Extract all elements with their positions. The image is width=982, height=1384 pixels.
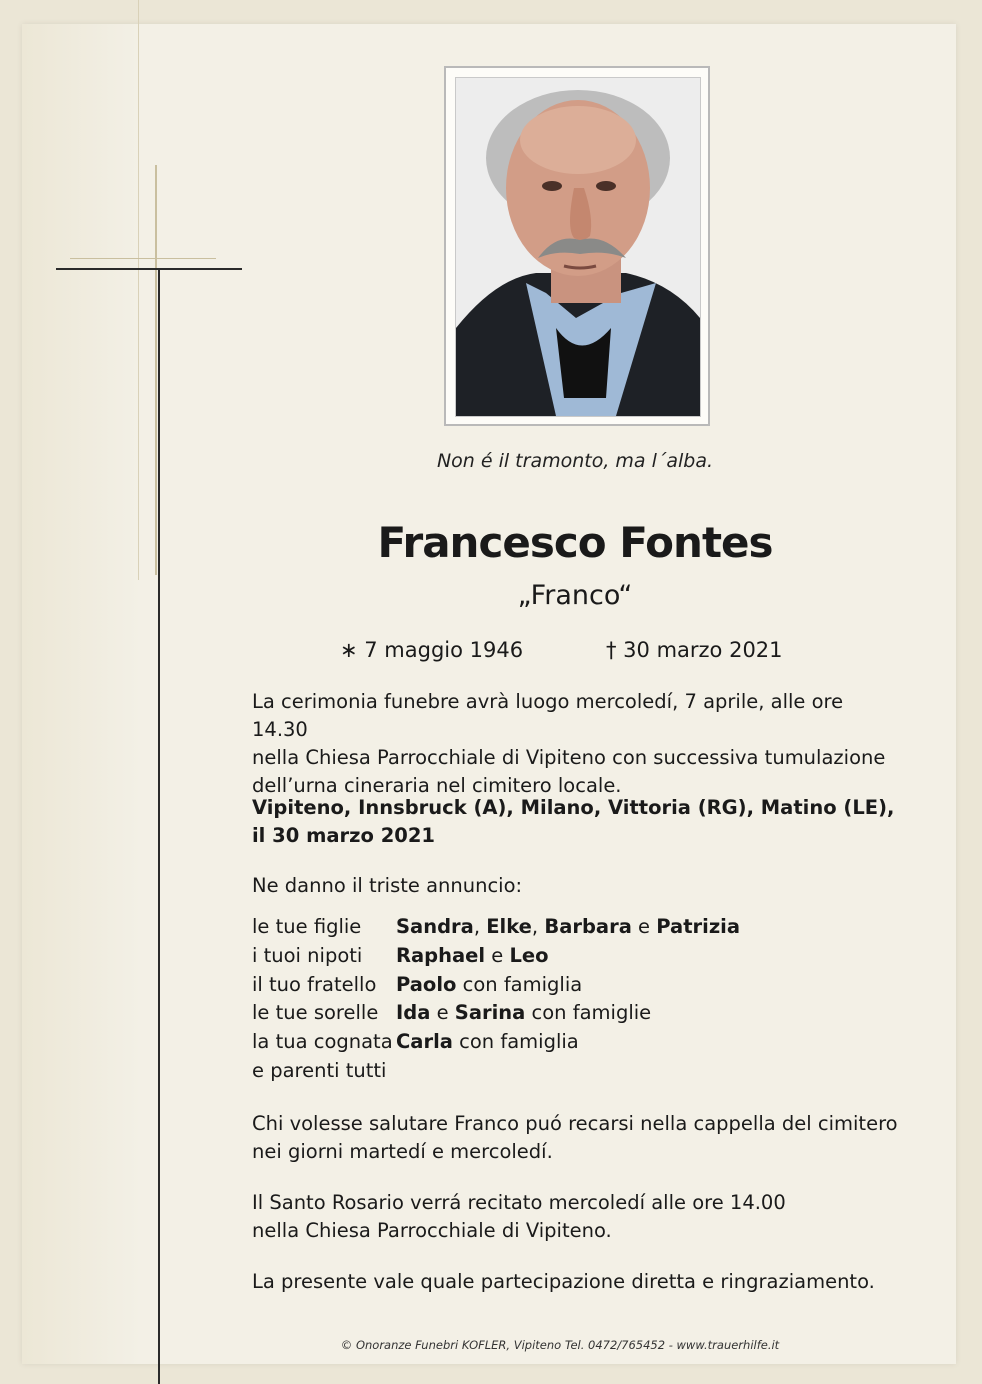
closing-line: La presente vale quale partecipazione diretta e ringraziamento.: [252, 1270, 875, 1293]
relative-label: le tue sorelle: [252, 1001, 379, 1025]
cross-ornament-vertical: [158, 268, 160, 1384]
rosary-paragraph: [252, 1189, 902, 1245]
rosary-line: nella Chiesa Parrocchiale di Vipiteno.: [252, 1219, 612, 1242]
death-date: † 30 marzo 2021: [606, 638, 783, 662]
deceased-name: Francesco Fontes: [377, 518, 773, 567]
relative-names: [396, 942, 549, 970]
relative-name: Paolo: [396, 972, 457, 996]
announcement-line: Ne danno il triste annuncio:: [252, 874, 523, 897]
relative-row: [252, 1056, 902, 1085]
portrait-frame: [444, 66, 710, 426]
birth-date: ∗ 7 maggio 1946: [340, 638, 524, 662]
relative-connector: con famiglia: [452, 1030, 579, 1054]
relative-name: Barbara: [544, 915, 632, 939]
relative-name: Elke: [486, 915, 532, 939]
relative-label: le tue figlie: [252, 915, 362, 939]
relative-names: [396, 971, 582, 999]
places-line: Vipiteno, Innsbruck (A), Milano, Vittoria (RG), Matino (LE),: [252, 796, 895, 819]
relative-label: i tuoi nipoti: [252, 944, 363, 968]
cross-ornament-thin-line: [138, 0, 139, 580]
funeral-home-footer: © Onoranze Funebri KOFLER, Vipiteno Tel. 0472/765452 - www.trauerhilfe.it: [340, 1338, 780, 1352]
relative-name: Ida: [396, 1001, 431, 1025]
relative-names: [396, 999, 651, 1027]
relative-label: la tua cognata: [252, 1030, 393, 1054]
relative-connector: con famiglie: [525, 1001, 652, 1025]
portrait-photo: [455, 77, 701, 417]
relative-name: Raphael: [396, 944, 486, 968]
relative-row: [252, 1028, 902, 1057]
relative-row: [252, 999, 902, 1028]
visit-line: nei giorni martedí e mercoledí.: [252, 1140, 553, 1163]
deceased-nickname: „Franco“: [517, 580, 633, 611]
memorial-quote: Non é il tramonto, ma l´alba.: [436, 450, 714, 472]
relative-connector: ,: [473, 915, 487, 939]
margin-shade: [22, 24, 142, 1364]
relative-row: [252, 942, 902, 971]
relative-label: e parenti tutti: [252, 1058, 387, 1082]
rosary-line: Il Santo Rosario verrá recitato mercoledí alle ore 14.00: [252, 1191, 786, 1214]
relative-connector: ,: [531, 915, 545, 939]
relative-names: [396, 1028, 579, 1056]
relative-name: Sandra: [396, 915, 474, 939]
places-paragraph: [252, 794, 902, 850]
visit-paragraph: [252, 1110, 902, 1166]
cross-ornament-horizontal: [56, 268, 242, 270]
relative-connector: e: [485, 944, 510, 968]
relatives-list: [252, 913, 902, 1085]
relative-name: Carla: [396, 1030, 453, 1054]
ceremony-line: dell’urna cineraria nel cimitero locale.: [252, 774, 622, 797]
relative-row: [252, 970, 902, 999]
relative-connector: e: [430, 1001, 455, 1025]
cross-ornament-gold-horizontal: [70, 258, 216, 259]
relative-name: Leo: [509, 944, 549, 968]
ceremony-line: nella Chiesa Parrocchiale di Vipiteno con successiva tumulazione: [252, 746, 886, 769]
places-date: il 30 marzo 2021: [252, 824, 435, 847]
visit-line: Chi volesse salutare Franco puó recarsi nella cappella del cimitero: [252, 1112, 898, 1135]
relative-name: Sarina: [454, 1001, 526, 1025]
relative-connector: e: [631, 915, 657, 939]
relative-names: [396, 913, 740, 941]
ceremony-line: La cerimonia funebre avrà luogo mercoledí, 7 aprile, alle ore 14.30: [252, 690, 844, 741]
relative-label: il tuo fratello: [252, 972, 377, 996]
relative-row: [252, 913, 902, 942]
relative-name: Patrizia: [656, 915, 741, 939]
relative-connector: con famiglia: [456, 972, 583, 996]
ceremony-paragraph: [252, 688, 902, 800]
cross-ornament-gold-vertical: [155, 165, 157, 575]
